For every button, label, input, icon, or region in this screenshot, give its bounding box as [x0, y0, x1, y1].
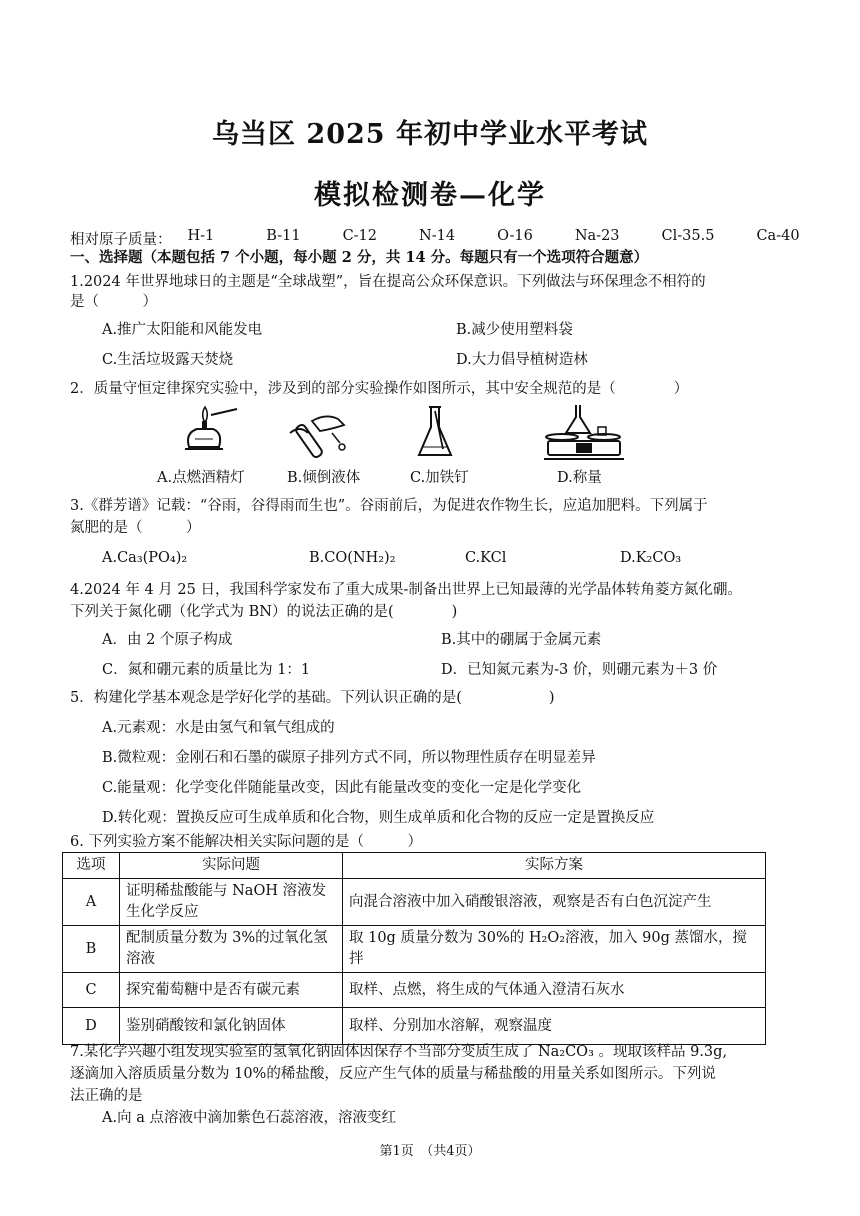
adding-iron-nail-figure [413, 403, 463, 463]
table-cell: A [63, 879, 120, 926]
table-row [63, 1008, 766, 1045]
q4-stem: 4.2024 年 4 月 25 日，我国科学家发布了重大成果-制备出世界上已知最薄的光学晶体转角菱方氮化硼。 [70, 582, 742, 598]
atomic-mass-item: N-14 [419, 228, 456, 244]
table-row [63, 973, 766, 1008]
table-cell: D [63, 1008, 120, 1045]
table-header-row [63, 853, 766, 879]
exam-title: 乌当区 2025 年初中学业水平考试 [212, 119, 648, 150]
atomic-mass-item: O-16 [497, 228, 533, 244]
q6-table [62, 852, 766, 1045]
q5-option-a: A.元素观：水是由氢气和氧气组成的 [102, 720, 335, 736]
table-cell: 配制质量分数为 3%的过氧化氢溶液 [120, 926, 343, 973]
table-cell: 取样、点燃，将生成的气体通入澄清石灰水 [343, 973, 766, 1008]
table-header: 实际问题 [120, 853, 343, 879]
atomic-mass-item: B-11 [266, 228, 301, 244]
q3-option-b: B.CO(NH₂)₂ [309, 550, 396, 566]
q3-stem: 3.《群芳谱》记载：“谷雨，谷得雨而生也”。谷雨前后，为促进农作物生长，应追加肥料。下列属于 [70, 498, 708, 514]
table-cell: 取 10g 质量分数为 30%的 H₂O₂溶液，加入 90g 蒸馏水，搅拌 [343, 926, 766, 973]
q2-option-b: B.倾倒液体 [287, 470, 361, 486]
q5-option-b: B.微粒观：金刚石和石墨的碳原子排列方式不同，所以物理性质存在明显差异 [102, 750, 596, 766]
balance-weighing-figure [540, 403, 628, 465]
table-cell: 证明稀盐酸能与 NaOH 溶液发生化学反应 [120, 879, 343, 926]
q6-stem: 6. 下列实验方案不能解决相关实际问题的是（ ） [70, 834, 422, 850]
q5-stem: 5．构建化学基本观念是学好化学的基础。下列认识正确的是( ) [70, 690, 555, 706]
q3-stem-cont: 氮肥的是（ ） [70, 520, 201, 536]
exam-subtitle: 模拟检测卷—化学 [314, 180, 546, 211]
q1-option-a: A.推广太阳能和风能发电 [102, 322, 263, 338]
table-cell: 向混合溶液中加入硝酸银溶液，观察是否有白色沉淀产生 [343, 879, 766, 926]
alcohol-lamp-lighting-figure [175, 403, 245, 463]
table-cell: 探究葡萄糖中是否有碳元素 [120, 973, 343, 1008]
table-row [63, 879, 766, 926]
q1-stem-cont: 是（ ） [70, 294, 157, 310]
q2-option-a: A.点燃酒精灯 [157, 470, 245, 486]
atomic-mass-item: H-1 [187, 228, 215, 244]
table-cell: B [63, 926, 120, 973]
atomic-masses-label: 相对原子质量： [70, 232, 172, 248]
q7-stem-cont: 法正确的是 [70, 1088, 143, 1104]
pouring-liquid-figure [282, 403, 354, 463]
table-header: 实际方案 [343, 853, 766, 879]
page-footer: 第1页 （共4页） [379, 1144, 481, 1159]
q7-option-a: A.向 a 点溶液中滴加紫色石蕊溶液，溶液变红 [102, 1110, 396, 1126]
atomic-mass-item: C-12 [342, 228, 378, 244]
q2-option-c: C.加铁钉 [410, 470, 469, 486]
table-cell: C [63, 973, 120, 1008]
q5-option-d: D.转化观：置换反应可生成单质和化合物，则生成单质和化合物的反应一定是置换反应 [102, 810, 655, 826]
table-row [63, 926, 766, 973]
q4-option-d: D．已知氮元素为-3 价，则硼元素为＋3 价 [441, 662, 718, 678]
q1-option-b: B.减少使用塑料袋 [456, 322, 573, 338]
q4-option-b: B.其中的硼属于金属元素 [441, 632, 602, 648]
q1-option-c: C.生活垃圾露天焚烧 [102, 352, 234, 368]
q4-option-a: A．由 2 个原子构成 [102, 632, 233, 648]
q2-option-d: D.称量 [557, 470, 602, 486]
q3-option-a: A.Ca₃(PO₄)₂ [102, 550, 188, 566]
table-cell: 鉴别硝酸铵和氯化钠固体 [120, 1008, 343, 1045]
q1-option-d: D.大力倡导植树造林 [456, 352, 588, 368]
atomic-mass-item: Ca-40 [756, 228, 800, 244]
q7-stem-cont: 逐滴加入溶质质量分数为 10%的稀盐酸，反应产生气体的质量与稀盐酸的用量关系如图所示。下列说 [70, 1066, 716, 1082]
q4-stem-cont: 下列关于氮化硼（化学式为 BN）的说法正确的是( ) [70, 604, 458, 620]
table-header: 选项 [63, 853, 120, 879]
q1-stem: 1.2024 年世界地球日的主题是“全球战塑”，旨在提高公众环保意识。下列做法与环保理念不相符的 [70, 274, 706, 290]
atomic-mass-item: Na-23 [574, 228, 620, 244]
q5-option-c: C.能量观：化学变化伴随能量改变，因此有能量改变的变化一定是化学变化 [102, 780, 582, 796]
table-cell: 取样、分别加水溶解，观察温度 [343, 1008, 766, 1045]
q4-option-c: C．氮和硼元素的质量比为 1：1 [102, 662, 311, 678]
atomic-mass-item: Cl-35.5 [661, 228, 715, 244]
q3-option-c: C.KCl [465, 550, 507, 566]
q3-option-d: D.K₂CO₃ [620, 550, 682, 566]
atomic-masses [70, 228, 800, 249]
q7-stem: 7.某化学兴趣小组发现实验室的氢氧化钠固体因保存不当部分变质生成了 Na₂CO₃ 。现取该样品 9.3g, [70, 1044, 728, 1060]
section-heading: 一、选择题（本题包括 7 个小题，每小题 2 分，共 14 分。每题只有一个选项符合题意） [70, 249, 649, 266]
q2-stem: 2．质量守恒定律探究实验中，涉及到的部分实验操作如图所示，其中安全规范的是（ ） [70, 381, 689, 397]
